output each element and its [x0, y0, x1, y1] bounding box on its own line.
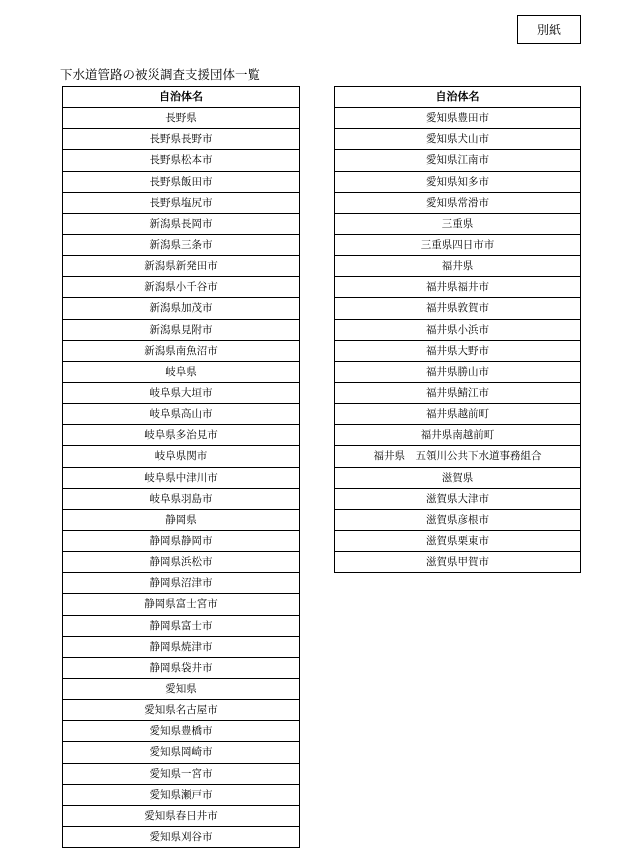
municipality-name-cell: 新潟県見附市 — [63, 319, 300, 340]
municipality-name-cell: 長野県 — [63, 108, 300, 129]
municipality-name-cell: 岐阜県羽島市 — [63, 488, 300, 509]
municipality-name-cell: 静岡県富士市 — [63, 615, 300, 636]
municipality-name-cell: 新潟県小千谷市 — [63, 277, 300, 298]
municipality-name-cell: 新潟県南魚沼市 — [63, 340, 300, 361]
table-row — [63, 700, 300, 721]
municipality-name-cell: 福井県大野市 — [335, 340, 581, 361]
table-row — [63, 573, 300, 594]
table-row — [63, 171, 300, 192]
table-row — [335, 108, 581, 129]
table-row — [63, 721, 300, 742]
table-row — [335, 361, 581, 382]
municipality-name-cell: 福井県小浜市 — [335, 319, 581, 340]
municipality-name-cell: 長野県飯田市 — [63, 171, 300, 192]
municipality-name-cell: 愛知県一宮市 — [63, 763, 300, 784]
municipality-name-cell: 岐阜県多治見市 — [63, 425, 300, 446]
table-row — [63, 530, 300, 551]
municipality-name-cell: 静岡県富士宮市 — [63, 594, 300, 615]
table-row — [63, 509, 300, 530]
table-row — [63, 636, 300, 657]
table-row — [63, 678, 300, 699]
municipality-name-cell: 新潟県長岡市 — [63, 213, 300, 234]
attachment-badge: 別紙 — [517, 15, 581, 44]
municipality-name-cell: 愛知県岡崎市 — [63, 742, 300, 763]
municipality-name-cell: 長野県松本市 — [63, 150, 300, 171]
municipality-name-cell: 岐阜県 — [63, 361, 300, 382]
municipality-name-cell: 愛知県 — [63, 678, 300, 699]
municipality-name-cell: 静岡県沼津市 — [63, 573, 300, 594]
municipality-name-cell: 福井県 五領川公共下水道事務組合 — [335, 446, 581, 467]
table-body-right — [335, 108, 581, 573]
table-row — [63, 784, 300, 805]
table-row — [335, 446, 581, 467]
municipality-name-cell: 静岡県 — [63, 509, 300, 530]
table-row — [335, 340, 581, 361]
municipality-name-cell: 愛知県犬山市 — [335, 129, 581, 150]
municipality-name-cell: 福井県勝山市 — [335, 361, 581, 382]
page-title: 下水道管路の被災調査支援団体一覧 — [60, 67, 261, 82]
table-row — [335, 467, 581, 488]
table-row — [335, 425, 581, 446]
table-row — [335, 509, 581, 530]
municipality-name-cell: 福井県南越前町 — [335, 425, 581, 446]
table-row — [63, 615, 300, 636]
table-row — [335, 213, 581, 234]
municipality-name-cell: 長野県長野市 — [63, 129, 300, 150]
table-row — [335, 404, 581, 425]
municipality-name-cell: 三重県 — [335, 213, 581, 234]
municipality-name-cell: 岐阜県関市 — [63, 446, 300, 467]
table-row — [63, 361, 300, 382]
table-row — [335, 256, 581, 277]
municipality-name-cell: 愛知県春日井市 — [63, 805, 300, 826]
table-row — [335, 234, 581, 255]
municipality-name-cell: 新潟県新発田市 — [63, 256, 300, 277]
table-row — [63, 319, 300, 340]
municipality-name-cell: 滋賀県栗東市 — [335, 530, 581, 551]
table-row — [335, 552, 581, 573]
municipality-name-cell: 滋賀県彦根市 — [335, 509, 581, 530]
table-row — [63, 488, 300, 509]
municipality-table-left — [62, 86, 300, 848]
municipality-name-cell: 福井県敦賀市 — [335, 298, 581, 319]
municipality-name-cell: 愛知県江南市 — [335, 150, 581, 171]
municipality-name-cell: 新潟県三条市 — [63, 234, 300, 255]
table-body-left — [63, 108, 300, 848]
table-row — [63, 192, 300, 213]
table-row — [63, 467, 300, 488]
table-row — [63, 594, 300, 615]
municipality-name-cell: 新潟県加茂市 — [63, 298, 300, 319]
table-row — [63, 742, 300, 763]
municipality-table-right — [334, 86, 581, 573]
municipality-name-cell: 静岡県浜松市 — [63, 552, 300, 573]
table-row — [63, 657, 300, 678]
municipality-name-cell: 滋賀県甲賀市 — [335, 552, 581, 573]
table-row — [63, 763, 300, 784]
municipality-name-cell: 愛知県名古屋市 — [63, 700, 300, 721]
table-row — [63, 805, 300, 826]
table-row — [63, 404, 300, 425]
table-row — [335, 530, 581, 551]
table-row — [63, 425, 300, 446]
table-row — [63, 298, 300, 319]
table-row — [335, 277, 581, 298]
municipality-name-cell: 静岡県静岡市 — [63, 530, 300, 551]
table-row — [63, 277, 300, 298]
column-header: 自治体名 — [335, 87, 581, 108]
municipality-name-cell: 滋賀県大津市 — [335, 488, 581, 509]
municipality-name-cell: 静岡県袋井市 — [63, 657, 300, 678]
municipality-name-cell: 愛知県刈谷市 — [63, 826, 300, 847]
table-row — [63, 340, 300, 361]
table-row — [63, 234, 300, 255]
municipality-name-cell: 三重県四日市市 — [335, 234, 581, 255]
municipality-name-cell: 岐阜県高山市 — [63, 404, 300, 425]
table-row — [63, 382, 300, 403]
municipality-name-cell: 滋賀県 — [335, 467, 581, 488]
table-row — [335, 129, 581, 150]
table-row — [335, 382, 581, 403]
table-header-row — [63, 87, 300, 108]
municipality-name-cell: 福井県 — [335, 256, 581, 277]
table-row — [335, 319, 581, 340]
municipality-name-cell: 愛知県常滑市 — [335, 192, 581, 213]
municipality-name-cell: 福井県鯖江市 — [335, 382, 581, 403]
table-row — [63, 150, 300, 171]
municipality-name-cell: 静岡県焼津市 — [63, 636, 300, 657]
municipality-name-cell: 福井県越前町 — [335, 404, 581, 425]
table-row — [63, 129, 300, 150]
municipality-name-cell: 愛知県瀬戸市 — [63, 784, 300, 805]
table-row — [63, 108, 300, 129]
table-row — [63, 446, 300, 467]
column-header: 自治体名 — [63, 87, 300, 108]
table-row — [335, 192, 581, 213]
table-row — [63, 552, 300, 573]
municipality-name-cell: 愛知県豊田市 — [335, 108, 581, 129]
municipality-name-cell: 岐阜県中津川市 — [63, 467, 300, 488]
table-row — [335, 298, 581, 319]
municipality-name-cell: 愛知県知多市 — [335, 171, 581, 192]
table-row — [63, 826, 300, 847]
municipality-name-cell: 愛知県豊橋市 — [63, 721, 300, 742]
municipality-name-cell: 福井県福井市 — [335, 277, 581, 298]
table-row — [335, 171, 581, 192]
table-row — [63, 256, 300, 277]
municipality-name-cell: 岐阜県大垣市 — [63, 382, 300, 403]
table-row — [335, 488, 581, 509]
table-header-row — [335, 87, 581, 108]
table-row — [335, 150, 581, 171]
table-row — [63, 213, 300, 234]
municipality-name-cell: 長野県塩尻市 — [63, 192, 300, 213]
